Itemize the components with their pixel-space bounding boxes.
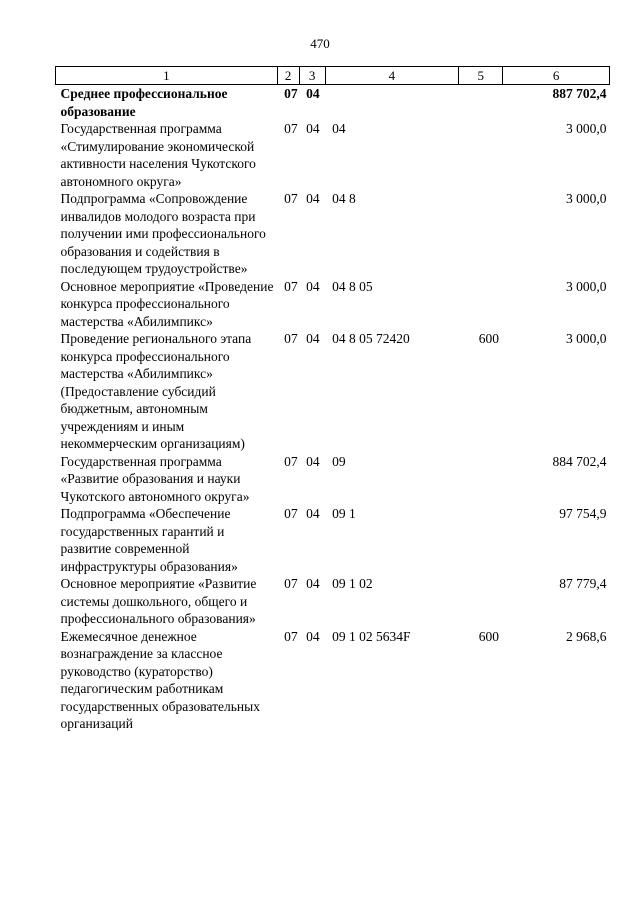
row-section-code: 07 xyxy=(284,453,298,469)
row-name: Подпрограмма «Обеспечение государственных гарантий и развитие современной инфраструктуры образования» xyxy=(60,506,238,574)
row-amount: 3 000,0 xyxy=(566,121,607,136)
row-expense-type xyxy=(459,505,503,575)
row-subsection-code: 04 xyxy=(306,506,320,521)
row-name: Подпрограмма «Сопровождение инвалидов молодого возраста при получении ими профессионального образования и содействия в последующем трудоустройстве» xyxy=(60,191,266,276)
row-name: Проведение регионального этапа конкурса профессионального мастерства «Абилимпикс» (Предоставление субсидий бюджетным, автономным учреждениям и иным некоммерческим организациям) xyxy=(60,331,252,451)
row-expense-type: 600 xyxy=(478,628,499,644)
row-subsection-code: 04 xyxy=(306,86,320,101)
table-row xyxy=(56,628,610,733)
table-row xyxy=(56,120,610,190)
row-section-code: 07 xyxy=(284,628,298,644)
row-subsection-code: 04 xyxy=(306,628,320,644)
row-subsection-code: 04 xyxy=(306,191,320,206)
row-name: Основное мероприятие «Проведение конкурса профессионального мастерства «Абилимпикс» xyxy=(60,278,274,329)
row-name: Государственная программа «Развитие образования и науки Чукотского автономного округа» xyxy=(60,453,250,504)
row-amount: 87 779,4 xyxy=(559,576,607,591)
row-target-article xyxy=(325,85,459,121)
row-name: Основное мероприятие «Развитие системы дошкольного, общего и профессионального образования» xyxy=(60,576,257,626)
row-amount: 2 968,6 xyxy=(566,628,607,644)
header-col-6: 6 xyxy=(503,67,610,85)
row-amount: 887 702,4 xyxy=(552,86,607,101)
row-amount: 3 000,0 xyxy=(566,191,607,206)
row-target-article: 04 8 05 72420 xyxy=(332,331,410,346)
row-amount: 97 754,9 xyxy=(559,506,607,521)
table-row xyxy=(56,278,610,331)
header-col-2: 2 xyxy=(277,67,299,85)
row-section-code: 07 xyxy=(284,191,298,206)
row-expense-type xyxy=(459,190,503,278)
row-name: Ежемесячное денежное вознаграждение за классное руководство (кураторство) педагогическим работникам государственных образовательных организаций xyxy=(60,628,260,731)
row-expense-type: 600 xyxy=(478,331,499,346)
header-col-3: 3 xyxy=(299,67,325,85)
row-target-article: 04 8 05 xyxy=(332,278,373,294)
page-number: 470 xyxy=(310,36,330,51)
header-col-1: 1 xyxy=(56,67,278,85)
row-subsection-code: 04 xyxy=(306,453,320,469)
row-subsection-code: 04 xyxy=(306,331,320,346)
row-expense-type xyxy=(459,453,503,506)
row-target-article: 09 1 xyxy=(332,506,356,521)
row-name: Среднее профессиональное образование xyxy=(60,86,228,119)
table-row xyxy=(56,85,610,121)
header-col-5: 5 xyxy=(459,67,503,85)
header-col-4: 4 xyxy=(325,67,459,85)
row-expense-type xyxy=(459,575,503,628)
row-amount: 3 000,0 xyxy=(566,278,607,294)
table-row xyxy=(56,190,610,278)
budget-table xyxy=(55,66,610,733)
row-section-code: 07 xyxy=(284,86,298,101)
row-target-article: 09 1 02 5634F xyxy=(332,628,411,644)
table-row xyxy=(56,330,610,453)
row-expense-type xyxy=(459,278,503,331)
row-section-code: 07 xyxy=(284,278,298,294)
row-target-article: 04 8 xyxy=(332,191,356,206)
table-row xyxy=(56,453,610,506)
table-row xyxy=(56,575,610,628)
table-row xyxy=(56,505,610,575)
row-target-article: 09 1 02 xyxy=(332,576,373,591)
row-target-article: 09 xyxy=(332,453,346,469)
row-section-code: 07 xyxy=(284,506,298,521)
row-section-code: 07 xyxy=(284,331,298,346)
row-section-code: 07 xyxy=(284,121,298,136)
row-subsection-code: 04 xyxy=(306,278,320,294)
row-section-code: 07 xyxy=(284,576,298,591)
table-header-row xyxy=(56,67,610,85)
row-subsection-code: 04 xyxy=(306,576,320,591)
row-amount: 3 000,0 xyxy=(566,331,607,346)
row-subsection-code: 04 xyxy=(306,121,320,136)
row-expense-type xyxy=(459,120,503,190)
row-expense-type xyxy=(459,85,503,121)
row-amount: 884 702,4 xyxy=(552,453,607,469)
row-name: Государственная программа «Стимулирование экономической активности населения Чукотского автономного округа» xyxy=(60,121,256,189)
table-body xyxy=(56,85,610,733)
row-target-article: 04 xyxy=(332,121,346,136)
